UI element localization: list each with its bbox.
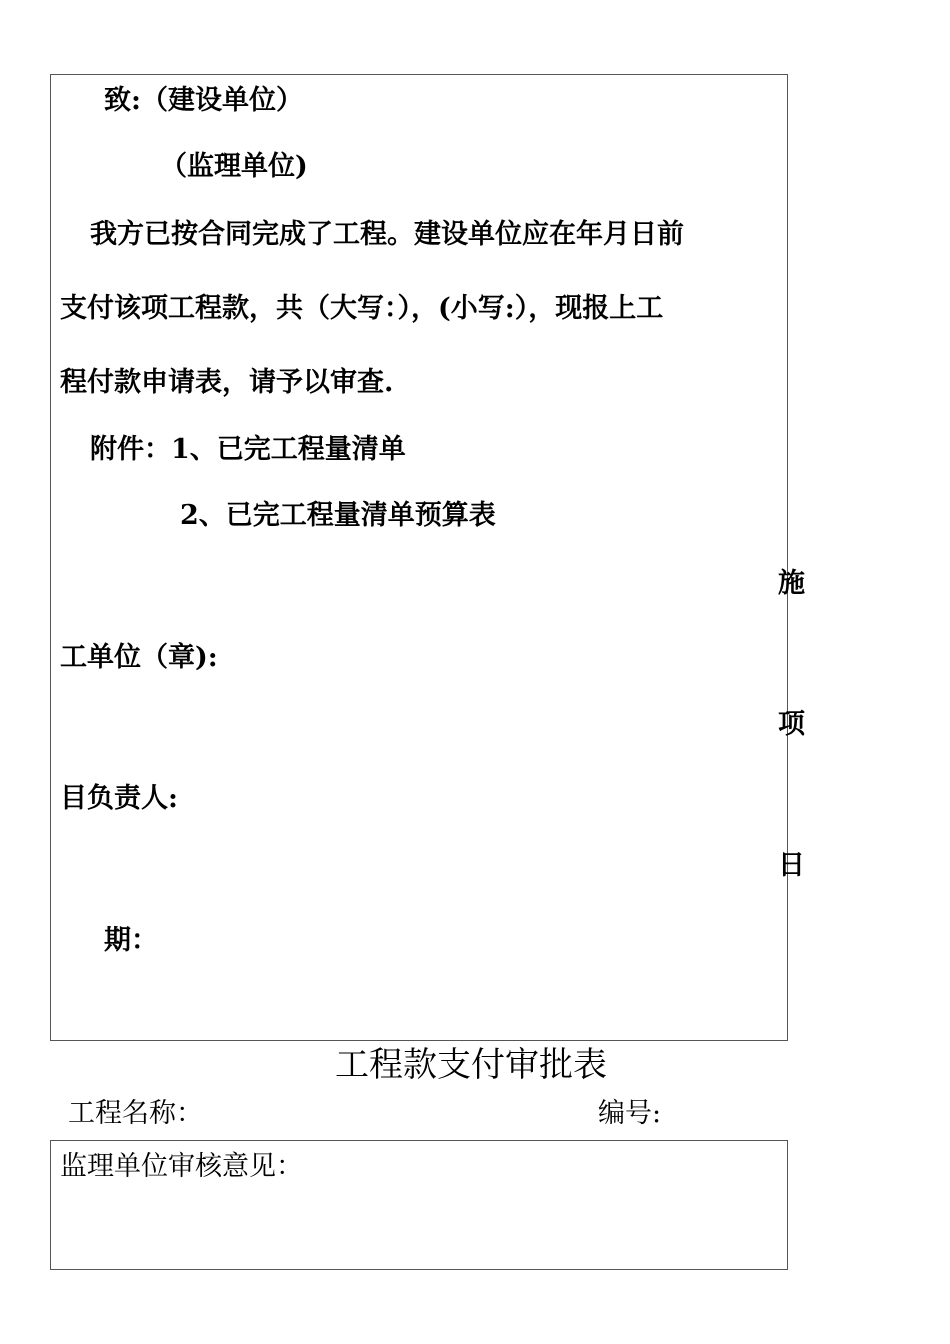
attachment-item-2: 2、已完工程量清单预算表 (180, 500, 496, 531)
addressee-line: 致:（建设单位） (104, 85, 303, 116)
date-label-first-char: 日 (778, 850, 805, 881)
supervisor-opinion-label: 监理单位审核意见： (60, 1151, 303, 1182)
project-manager-label: 目负责人: (60, 783, 178, 814)
form-title: 工程款支付审批表 (335, 1045, 607, 1085)
manager-label-first-char: 项 (778, 709, 805, 740)
date-label: 期： (104, 925, 158, 956)
contractor-seal-label: 工单位（章): (60, 642, 218, 673)
body-line-3: 程付款申请表，请予以审查. (60, 367, 394, 398)
serial-number-label: 编号: (598, 1098, 662, 1129)
attachment-item-1: 附件：1、已完工程量清单 (90, 434, 406, 465)
body-line-2: 支付该项工程款，共（大写：），(小写:），现报上工 (60, 293, 664, 324)
contractor-label-first-char: 施 (778, 568, 805, 599)
body-line-1: 我方已按合同完成了工程。建设单位应在年月日前 (90, 219, 684, 250)
supervisor-line: （监理单位) (160, 151, 308, 182)
project-name-label: 工程名称： (68, 1098, 203, 1129)
